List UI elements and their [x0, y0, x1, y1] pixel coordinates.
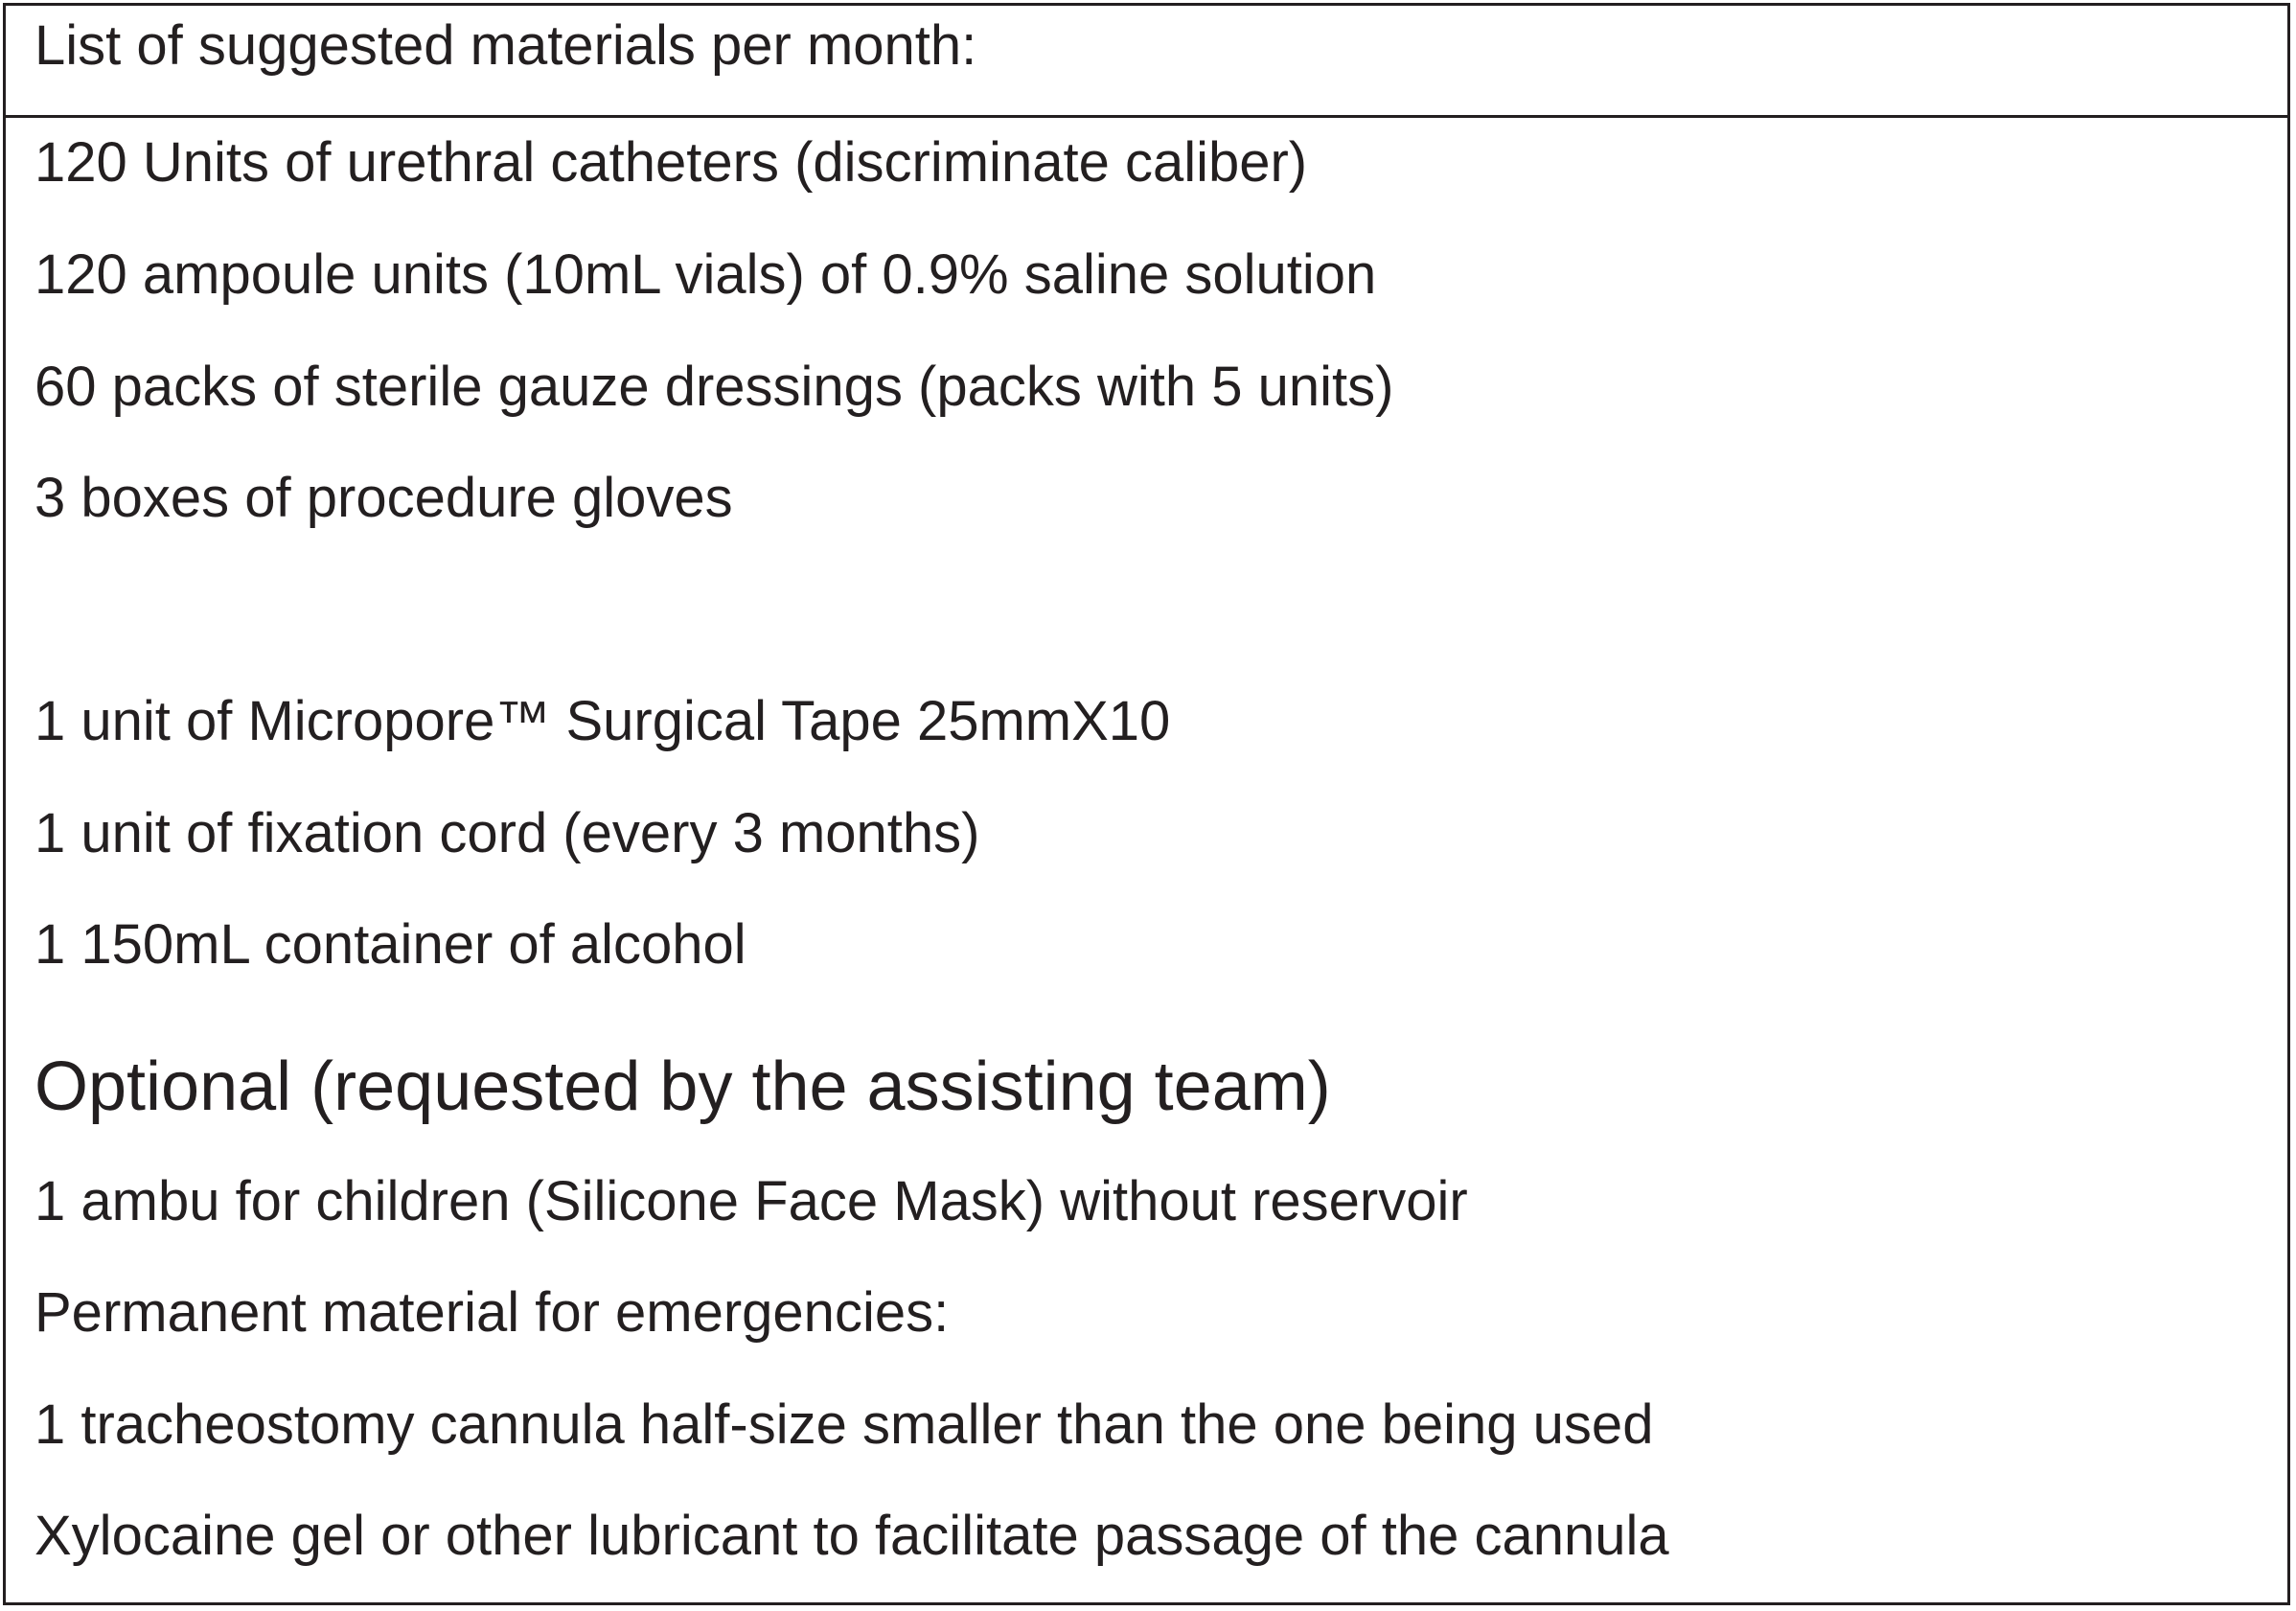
table-row-alcohol: 1 150mL container of alcohol	[34, 913, 746, 976]
table-row-gauze-dressings: 60 packs of sterile gauze dressings (packs with 5 units)	[34, 356, 1394, 418]
materials-table	[3, 3, 2290, 1605]
table-row-xylocaine-gel: Xylocaine gel or other lubricant to facilitate passage of the cannula	[34, 1505, 1669, 1567]
table-section-optional: Optional (requested by the assisting team)	[34, 1048, 1331, 1125]
table-row-tracheostomy-cannula: 1 tracheostomy cannula half-size smaller than the one being used	[34, 1393, 1654, 1456]
table-row-fixation-cord: 1 unit of fixation cord (every 3 months)	[34, 802, 980, 864]
table-row-saline-ampoules: 120 ampoule units (10mL vials) of 0.9% saline solution	[34, 243, 1377, 306]
table-header: List of suggested materials per month:	[34, 14, 977, 77]
table-header-row	[6, 6, 2287, 118]
table-row-ambu: 1 ambu for children (Silicone Face Mask) without reservoir	[34, 1170, 1468, 1232]
table-row-urethral-catheters: 120 Units of urethral catheters (discriminate caliber)	[34, 131, 1308, 194]
table-row-surgical-tape: 1 unit of Micropore™ Surgical Tape 25mmX10	[34, 690, 1171, 752]
table-row-procedure-gloves: 3 boxes of procedure gloves	[34, 467, 733, 529]
table-section-emergency: Permanent material for emergencies:	[34, 1281, 950, 1344]
